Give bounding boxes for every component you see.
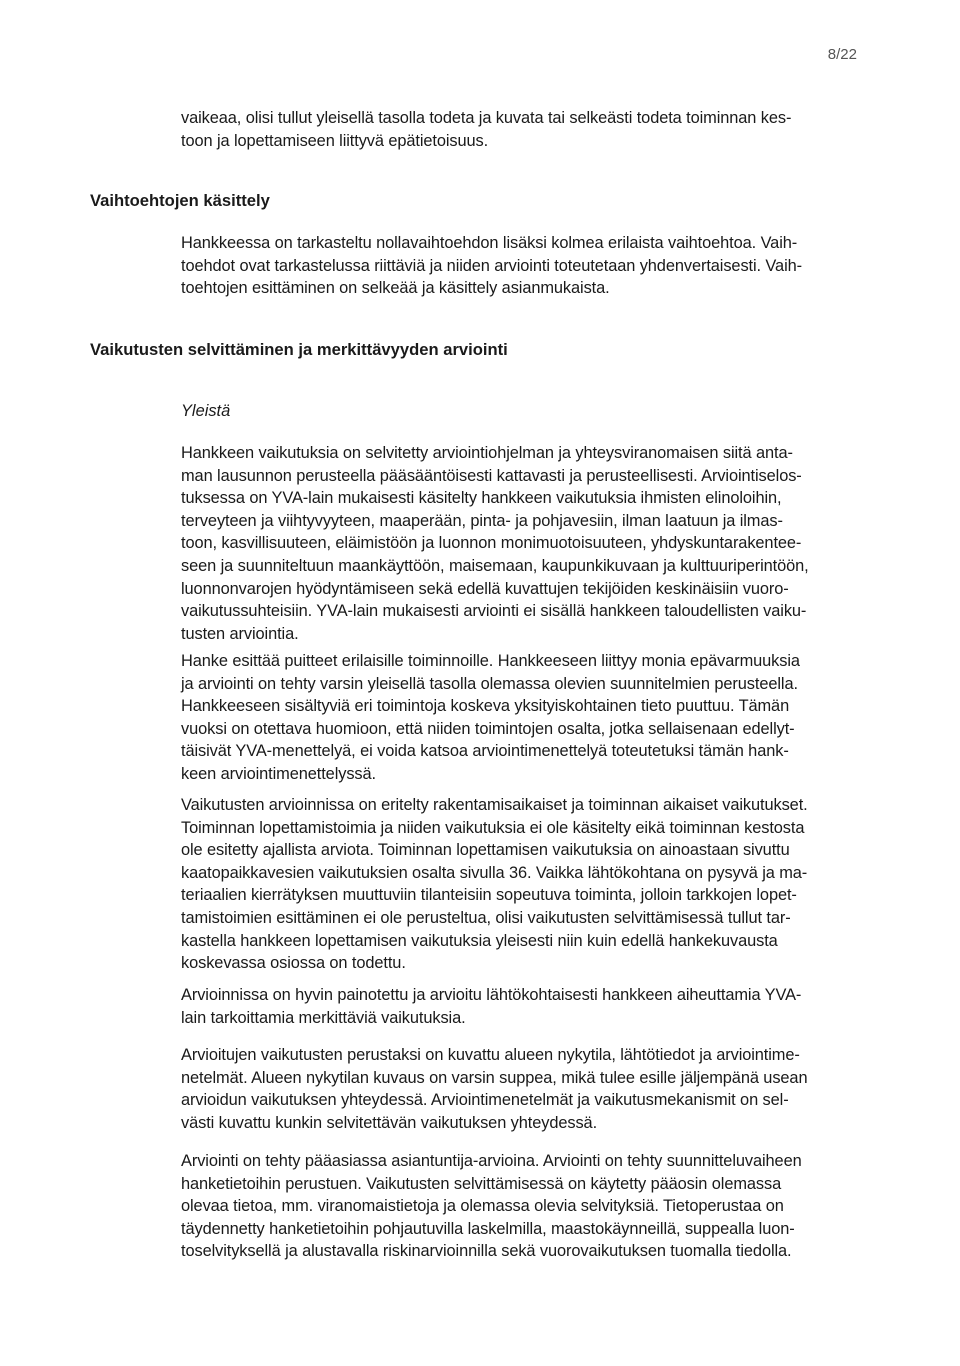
- text-line: toehtojen esittäminen on selkeää ja käsittely asianmukaista.: [181, 279, 610, 298]
- text-line: luonnonvarojen hyödyntämiseen sekä edellä kuvattujen tekijöiden keskinäisiin vuoro-: [181, 579, 789, 598]
- text-line: teriaalien kierrätyksen muuttuviin tilanteisiin sopeutuva toiminta, jolloin tarkkojen lopet-: [181, 886, 797, 905]
- text-line: västi kuvattu kunkin selvitettävän vaikutuksen yhteydessä.: [181, 1113, 598, 1132]
- subheading-general: Yleistä: [181, 402, 231, 420]
- text-line: olevaa tietoa, mm. viranomaistietoja ja olemassa olevia selvityksiä. Tietoperustaa on: [181, 1197, 784, 1216]
- text-line: tamistoimien esittäminen ei ole perusteltua, olisi vaikutusten selvittämisessä tullut tar-: [181, 908, 791, 927]
- impacts-paragraph-4: [181, 984, 891, 1029]
- text-line: vaikutussuhteisiin. YVA-lain mukaisesti arviointi ei sisällä hankkeen taloudellisten vaiku-: [181, 602, 807, 621]
- text-line: tusten arviointia.: [181, 624, 299, 643]
- text-line: lain tarkoittamia merkittäviä vaikutuksia.: [181, 1008, 466, 1027]
- text-line: toon, kasvillisuuteen, eläimistöön ja luonnon monimuotoisuuteen, yhdyskuntarakentee-: [181, 534, 802, 553]
- text-line: Hanke esittää puitteet erilaisille toiminnoille. Hankkeeseen liittyy monia epävarmuuksia: [181, 652, 800, 670]
- alternatives-paragraph: [181, 232, 891, 300]
- page-number: 8/22: [827, 46, 857, 63]
- text-line: seen ja suunniteltuun maankäyttöön, maisemaan, kaupunkikuvaan ja kulttuuriperintöön,: [181, 556, 809, 575]
- text-line: täydennetty hanketietoihin pohjautuvilla laskelmilla, maastokäynneillä, suppealla luon-: [181, 1219, 795, 1238]
- text-line: Vaikutusten arvioinnissa on eritelty rakentamisaikaiset ja toiminnan aikaiset vaikutukset.: [181, 796, 808, 814]
- text-line: kaatopaikkavesien vaikutuksien osalta sivulla 36. Vaikka lähtökohtana on pysyvä ja ma-: [181, 863, 808, 882]
- text-line: terveyteen ja viihtyvyyteen, maaperään, pinta- ja pohjavesiin, ilman laatuun ja ilmas-: [181, 511, 783, 530]
- impacts-paragraph-6: [181, 1150, 891, 1263]
- impacts-paragraph-2: [181, 650, 891, 786]
- text-line: Arvioinnissa on hyvin painotettu ja arvioitu lähtökohtaisesti hankkeen aiheuttamia YVA-: [181, 986, 802, 1004]
- text-line: Hankkeen vaikutuksia on selvitetty arviointiohjelman ja yhteysviranomaisen siitä anta-: [181, 444, 793, 462]
- text-line: Arviointi on tehty pääasiassa asiantuntija-arvioina. Arviointi on tehty suunnitteluvaiheen: [181, 1152, 802, 1170]
- text-line: keen arviointimenettelyssä.: [181, 764, 376, 783]
- text-line: toehdot ovat tarkastelussa riittäviä ja niiden arviointi toteutetaan yhdenvertaisesti. Vaih-: [181, 256, 802, 275]
- text-line: Hankkeessa on tarkasteltu nollavaihtoehdon lisäksi kolmea erilaista vaihtoehtoa. Vaih-: [181, 234, 798, 252]
- section-heading-impacts: Vaikutusten selvittäminen ja merkittävyyden arviointi: [90, 340, 508, 359]
- impacts-paragraph-1: [181, 442, 891, 645]
- text-line: Arvioitujen vaikutusten perustaksi on kuvattu alueen nykytila, lähtötiedot ja arviointime-: [181, 1046, 800, 1064]
- text-line: man lausunnon perusteella pääsääntöisesti kattavasti ja perusteellisesti. Arviointiselos-: [181, 466, 802, 485]
- text-line: ja arviointi on tehty varsin yleisellä tasolla olemassa olevien suunnitelmien perusteella.: [181, 674, 798, 693]
- text-line: ole esitetty ajallista arviota. Toiminnan lopettamisen vaikutuksia on ainoastaan sivuttu: [181, 841, 790, 860]
- text-line: Hankkeeseen sisältyviä eri toimintoja koskeva yksityiskohtainen tieto puuttuu. Tämän: [181, 697, 790, 716]
- impacts-paragraph-5: [181, 1044, 891, 1134]
- section-heading-alternatives: Vaihtoehtojen käsittely: [90, 191, 270, 210]
- text-line: hanketietoihin perustuen. Vaikutusten selvittämisessä on käytetty pääosin olemassa: [181, 1174, 782, 1193]
- text-line: Toiminnan lopettamistoimia ja niiden vaikutuksia ei ole käsitelty eikä toiminnan kestosta: [181, 818, 805, 837]
- text-line: vaikeaa, olisi tullut yleisellä tasolla todeta ja kuvata tai selkeästi todeta toiminnan kes-: [181, 109, 792, 127]
- text-line: netelmät. Alueen nykytilan kuvaus on varsin suppea, mikä tulee esille jäljempänä usean: [181, 1068, 808, 1087]
- text-line: täisivät YVA-menettelyä, ei voida katsoa arviointimenettelyä toteutetuksi tämän hank-: [181, 742, 789, 761]
- text-line: koskevassa osiossa on todettu.: [181, 954, 406, 973]
- intro-paragraph: [181, 107, 891, 152]
- impacts-paragraph-3: [181, 794, 891, 975]
- text-line: tuksessa on YVA-lain mukaisesti käsitelty hankkeen vaikutuksia ihmisten elinoloihin,: [181, 489, 782, 508]
- text-line: arvioidun vaikutuksen yhteydessä. Arviointimenetelmät ja vaikutusmekanismit on sel-: [181, 1091, 789, 1110]
- text-line: toon ja lopettamiseen liittyvä epätietoisuus.: [181, 131, 489, 150]
- text-line: vuoksi on otettava huomioon, että niiden toimintojen osalta, jotka sellaisenaan edellyt-: [181, 719, 795, 738]
- text-line: kastella hankkeen lopettamisen vaikutuksia yleisesti niin kuin edellä hankekuvausta: [181, 931, 778, 950]
- text-line: toselvityksellä ja alustavalla riskinarvioinnilla sekä vuorovaikutuksen tuomalla tiedolla.: [181, 1242, 792, 1261]
